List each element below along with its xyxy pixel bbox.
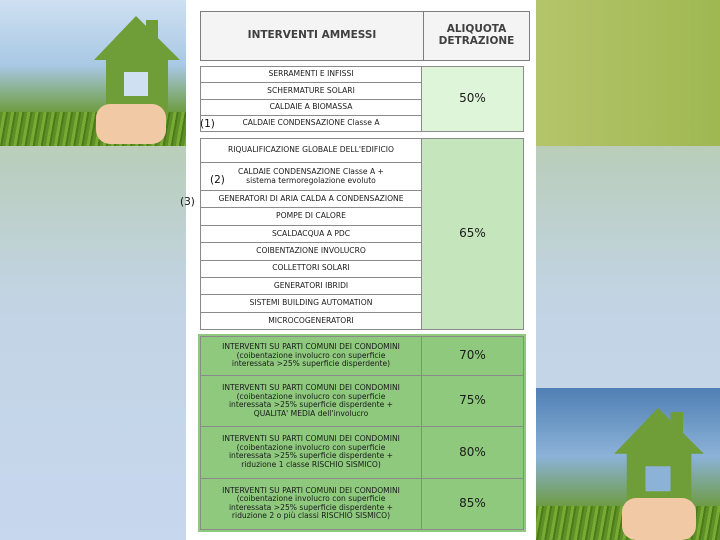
intervention-row: SISTEMI BUILDING AUTOMATION [201,295,422,312]
hand-image [96,104,166,144]
intervention-row: RIQUALIFICAZIONE GLOBALE DELL'EDIFICIO [201,139,422,163]
group1-table [200,66,524,132]
green-band-top-right [536,0,720,146]
rate-85: 85% [422,478,524,529]
condominium-row: INTERVENTI SU PARTI COMUNI DEI CONDOMINI (coibentazione involucro con superficie interessata >25% superficie disperdente) [201,337,422,376]
group2-table [200,138,524,330]
intervention-row: COLLETTORI SOLARI [201,260,422,277]
rate-50: 50% [422,67,524,132]
intervention-row: SCHERMATURE SOLARI [201,83,422,99]
condominium-row: INTERVENTI SU PARTI COMUNI DEI CONDOMINI (coibentazione involucro con superficie interessata >25% superficie disperdente + QUALITA' MEDIA dell'involucro [201,375,422,426]
intervention-row: GENERATORI DI ARIA CALDA A CONDENSAZIONE [201,191,422,208]
group3-table [200,336,524,530]
marker-2: (2) [210,174,225,186]
marker-3: (3) [180,196,195,208]
document-page [180,0,536,540]
condominium-row: INTERVENTI SU PARTI COMUNI DEI CONDOMINI (coibentazione involucro con superficie interessata >25% superficie disperdente + riduzione 1 classe RISCHIO SISMICO) [201,427,422,478]
header-interventi: INTERVENTI AMMESSI [201,12,424,61]
intervention-row: GENERATORI IBRIDI [201,277,422,294]
house-photo-bottom-right [536,388,720,540]
rate-65: 65% [422,139,524,330]
header-aliquota: ALIQUOTA DETRAZIONE [424,12,530,61]
hand-image [622,498,696,540]
house-photo-top-left [0,0,186,146]
rate-80: 80% [422,427,524,478]
intervention-row: CALDAIE A BIOMASSA [201,99,422,115]
rate-75: 75% [422,375,524,426]
intervention-row: CALDAIE CONDENSAZIONE Classe A [201,115,422,131]
intervention-row: COIBENTAZIONE INVOLUCRO [201,243,422,260]
intervention-row: SERRAMENTI E INFISSI [201,67,422,83]
header-table [200,11,530,61]
intervention-row: POMPE DI CALORE [201,208,422,225]
rate-70: 70% [422,337,524,376]
condominium-row: INTERVENTI SU PARTI COMUNI DEI CONDOMINI (coibentazione involucro con superficie interessata >25% superficie disperdente + riduzione 2 o più classi RISCHIO SISMICO) [201,478,422,529]
intervention-row: MICROCOGENERATORI [201,312,422,329]
marker-1: (1) [200,118,215,130]
intervention-row: CALDAIE CONDENSAZIONE Classe A + sistema termoregolazione evoluto [201,163,422,191]
intervention-row: SCALDACQUA A PDC [201,225,422,242]
